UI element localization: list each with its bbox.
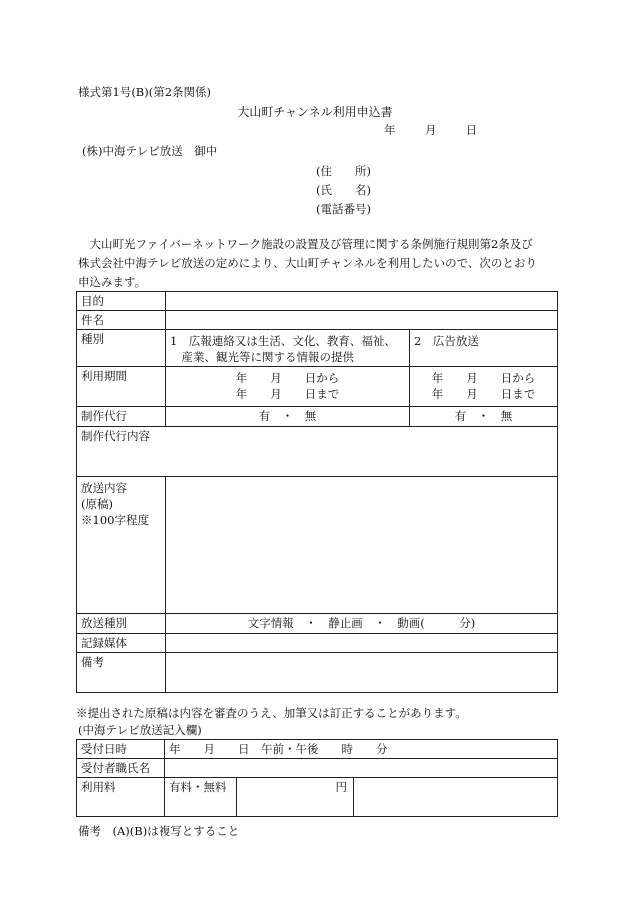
table-row xyxy=(77,778,558,817)
content-label-line: ※100字程度 xyxy=(81,513,149,527)
period-to: 年 月 日まで xyxy=(235,387,340,401)
fee-extra-field[interactable] xyxy=(354,778,558,817)
intro-line: 大山町光ファイバーネットワーク施設の設置及び管理に関する条例施行規則第2条及び xyxy=(78,237,533,251)
table-row xyxy=(77,614,558,634)
purpose-field[interactable] xyxy=(166,292,558,311)
media-field[interactable] xyxy=(166,634,558,653)
period-from: 年 月 日から xyxy=(235,371,340,385)
content-field[interactable] xyxy=(166,477,558,614)
media-label: 記録媒体 xyxy=(77,634,166,653)
period-label: 利用期間 xyxy=(77,367,166,407)
production-choice-2[interactable]: 有 ・ 無 xyxy=(410,407,558,427)
category-option-info-line: 1 広報連絡又は生活、文化、教育、福祉、 xyxy=(170,334,396,348)
table-row xyxy=(77,311,558,330)
table-row xyxy=(77,427,558,477)
subject-field[interactable] xyxy=(166,311,558,330)
footer-remarks: 備考 (A)(B)は複写とすること xyxy=(78,824,240,838)
category-label: 種別 xyxy=(77,330,166,367)
period-from: 年 月 日から xyxy=(431,371,536,385)
applicant-name-label: (氏 名) xyxy=(316,183,371,197)
purpose-label: 目的 xyxy=(77,292,166,311)
table-row xyxy=(77,653,558,693)
intro-paragraph xyxy=(78,235,558,292)
table-row xyxy=(77,292,558,311)
production-detail-field[interactable] xyxy=(77,427,558,477)
content-label xyxy=(77,477,166,614)
category-option-info-line: 産業、観光等に関する情報の提供 xyxy=(170,350,354,364)
fee-unit: 円 xyxy=(335,780,347,794)
fee-amount-field[interactable] xyxy=(237,778,354,817)
intro-line: 株式会社中海テレビ放送の定めにより、大山町チャンネルを利用したいので、次のとおり xyxy=(78,256,537,270)
period-to: 年 月 日まで xyxy=(431,387,536,401)
form-title: 大山町チャンネル利用申込書 xyxy=(237,105,393,119)
date-month: 月 xyxy=(424,123,437,137)
broadcast-type-label: 放送種別 xyxy=(77,614,166,634)
table-row xyxy=(77,759,558,778)
table-row xyxy=(77,367,558,407)
remarks-label: 備考 xyxy=(77,653,166,693)
table-row xyxy=(77,634,558,653)
date-year: 年 xyxy=(384,123,396,137)
production-choice-1[interactable]: 有 ・ 無 xyxy=(166,407,410,427)
category-option-ad[interactable]: 2 広告放送 xyxy=(410,330,558,367)
intro-line: 申込みます。 xyxy=(78,275,147,289)
production-label: 制作代行 xyxy=(77,407,166,427)
table-row xyxy=(77,740,558,759)
table-row xyxy=(77,407,558,427)
application-table xyxy=(76,291,558,693)
review-note: ※提出された原稿は内容を審査のうえ、加筆又は訂正することがあります。 xyxy=(76,706,467,720)
application-date xyxy=(384,122,477,138)
fee-label: 利用料 xyxy=(77,778,165,817)
received-label: 受付日時 xyxy=(77,740,165,759)
table-row xyxy=(77,330,558,367)
period-field-1[interactable] xyxy=(166,367,410,407)
production-detail-label: 制作代行内容 xyxy=(81,429,150,443)
broadcast-type-options[interactable]: 文字情報 ・ 静止画 ・ 動画( 分) xyxy=(166,614,558,634)
date-day: 日 xyxy=(465,123,478,137)
table-row xyxy=(77,477,558,614)
remarks-field[interactable] xyxy=(166,653,558,693)
office-use-table xyxy=(76,739,558,817)
receiver-field[interactable] xyxy=(165,759,558,778)
applicant-phone-label: (電話番号) xyxy=(316,202,371,216)
fee-choice[interactable]: 有料・無料 xyxy=(165,778,237,817)
office-section-title: (中海テレビ放送記入欄) xyxy=(78,723,202,737)
form-number: 様式第1号(B)(第2条関係) xyxy=(78,85,212,99)
period-field-2[interactable] xyxy=(410,367,558,407)
content-label-line: 放送内容 xyxy=(81,481,127,495)
content-label-line: (原稿) xyxy=(81,497,113,511)
category-option-info[interactable] xyxy=(166,330,410,367)
applicant-address-label: (住 所) xyxy=(316,164,371,178)
receiver-label: 受付者職氏名 xyxy=(77,759,165,778)
addressee: (株)中海テレビ放送 御中 xyxy=(82,144,218,158)
subject-label: 件名 xyxy=(77,311,166,330)
received-value[interactable]: 年 月 日 午前・午後 時 分 xyxy=(165,740,558,759)
